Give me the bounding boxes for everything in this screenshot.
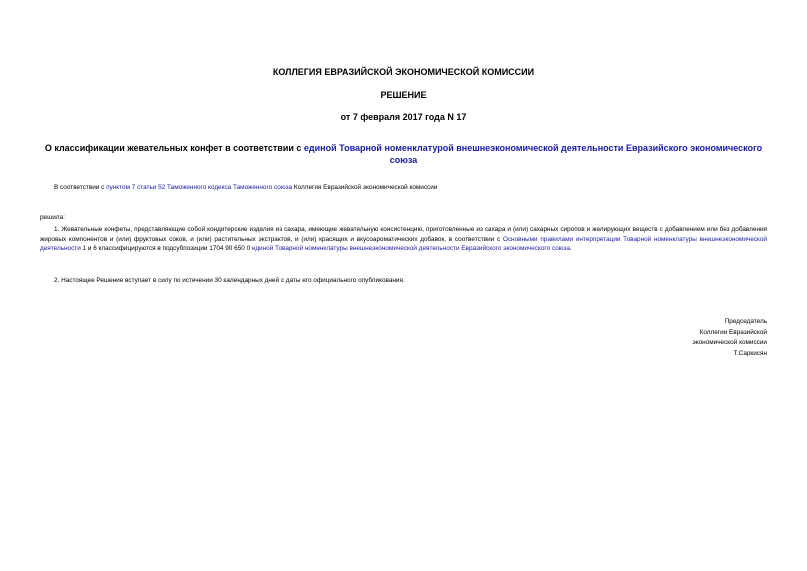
intro-paragraph [40, 183, 767, 192]
signature-body: Коллегии Евразийской [699, 328, 767, 336]
subject-link[interactable]: единой Товарной номенклатурой внешнеэкономической деятельности Евразийского экономического союза [303, 143, 763, 165]
date-number: от 7 февраля 2017 года N 17 [340, 112, 467, 122]
signature-org: экономической комиссии [692, 339, 767, 346]
resolved-label: решила: [40, 214, 65, 221]
doc-type-title: РЕШЕНИЕ [380, 90, 427, 100]
item-1-text-c: . [570, 245, 572, 252]
org-title: КОЛЛЕГИЯ ЕВРАЗИЙСКОЙ ЭКОНОМИЧЕСКОЙ КОМИССИИ [272, 67, 535, 77]
subject-prefix: О классификации жевательных конфет в соответствии с [44, 143, 304, 153]
signature-block [567, 317, 767, 359]
subject-heading [40, 142, 767, 166]
customs-code-link[interactable]: пунктом 7 статьи 52 Таможенного кодекса Таможенного союза [106, 184, 293, 191]
nomenclature-link[interactable]: единой Товарной номенклатуры внешнеэкономической деятельности Евразийского экономического союза [251, 245, 571, 252]
item-2-paragraph: 2. Настоящее Решение вступает в силу по истечении 30 календарных дней с даты его официального опубликования. [54, 277, 405, 284]
item-1-text-a: 1. Жевательные конфеты, представляющие собой кондитерские изделия из сахара, имеющие жевательную консистенцию, приготовленные из сахара и (или) сахарных сиропов и желирующих веществ с добавлением или без добавления жировых компонентов и (или) фруктовых соков, и (или) растительных экстрактов, и (или) красящих и вкусоароматических добавок, в соответствии с [40, 226, 767, 243]
interpretation-rules-link[interactable]: Основными правилами интерпретации Товарной номенклатуры внешнеэкономической деятельности [40, 235, 767, 252]
signature-name: Т.Саркисян [733, 349, 767, 357]
intro-prefix: В соответствии с [54, 184, 107, 191]
signature-position: Председатель [724, 318, 767, 325]
item-1-paragraph [40, 225, 767, 254]
item-1-text-b: 1 и 6 классифицируются в подсубпозиции 1704 90 650 0 [80, 245, 252, 252]
intro-suffix: Коллегия Евразийской экономической комиссии [292, 184, 438, 191]
